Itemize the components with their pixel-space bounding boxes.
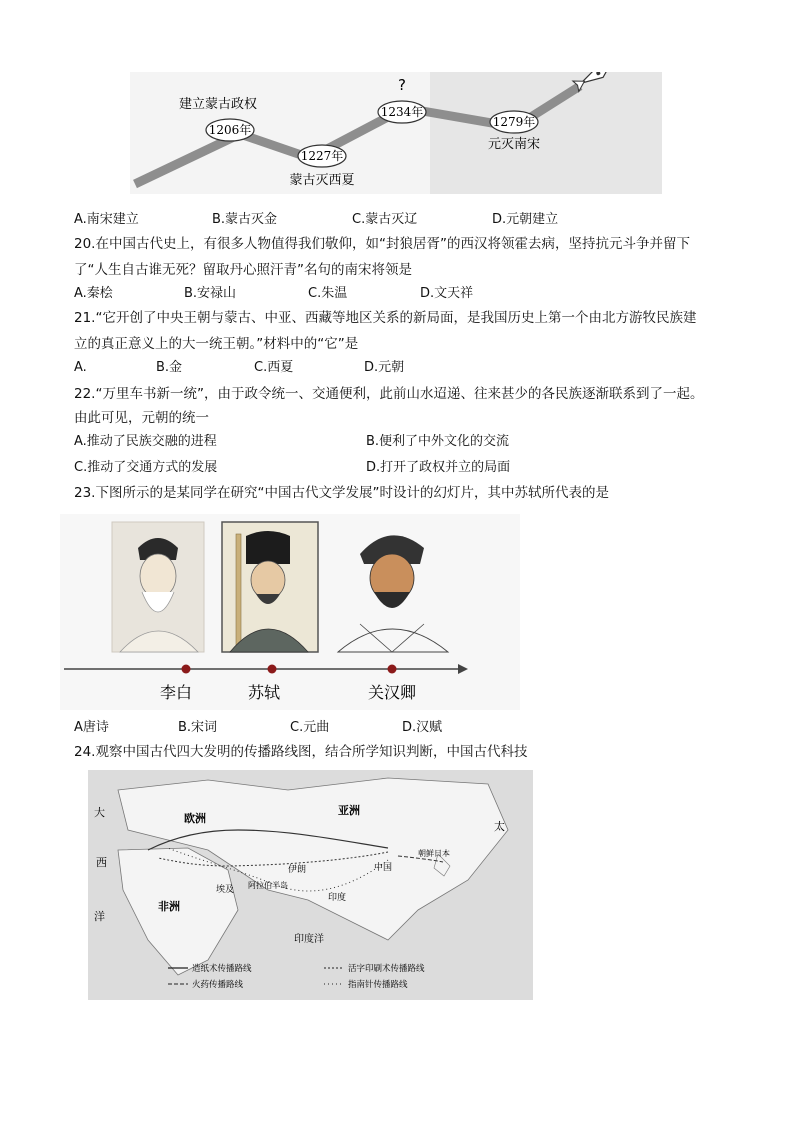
portrait-su-shi	[222, 522, 318, 652]
event-1206	[179, 96, 257, 141]
slide-timeline-arrowhead	[458, 664, 468, 674]
svg-text:蒙古灭西夏: 蒙古灭西夏	[289, 173, 355, 188]
q23-option-b: B.宋词	[178, 720, 218, 735]
portrait-guan-hanqing	[338, 535, 448, 652]
label-tai: 太	[494, 820, 505, 833]
dot-li-bai	[182, 665, 191, 674]
q21-option-c: C.西夏	[254, 360, 294, 375]
q22-stem-line1: 22.“万里车书新一统”，由于政令统一、交通便利，此前山水迢递、往来甚少的各民族逐渐联系到了一起。	[74, 386, 704, 402]
portraits-figure	[60, 514, 520, 710]
label-indian-ocean: 印度洋	[294, 934, 324, 945]
label-arabia: 阿拉伯半岛	[248, 881, 288, 890]
svg-text:1279年: 1279年	[492, 115, 536, 129]
q22-stem-line2: 由此可见，元朝的统一	[74, 410, 209, 426]
svg-text:建立蒙古政权: 建立蒙古政权	[178, 97, 258, 112]
q23-option-a: A唐诗	[74, 720, 109, 735]
label-korea-japan: 朝鲜日本	[418, 849, 450, 858]
q22-option-a: A.推动了民族交融的进程	[74, 434, 217, 449]
label-da: 大	[94, 806, 105, 819]
event-1227	[289, 145, 354, 188]
svg-text:1227年: 1227年	[300, 149, 344, 163]
legend-paper: 造纸术传播路线	[192, 964, 252, 974]
dot-su-shi	[268, 665, 277, 674]
label-india: 印度	[328, 893, 347, 903]
dot-guan-hanqing	[388, 665, 397, 674]
name-guan-hanqing: 关汉卿	[368, 683, 417, 702]
q23-option-d: D.汉赋	[402, 720, 443, 735]
q19-option-a: A.南宋建立	[74, 212, 139, 227]
q21-option-d: D.元朝	[364, 360, 405, 375]
q23-stem-line1: 23.下图所示的是某同学在研究“中国古代文学发展”时设计的幻灯片，其中苏轼所代表的是	[74, 485, 609, 501]
label-asia: 亚洲	[338, 804, 360, 817]
q21-option-a: A.	[74, 360, 87, 375]
legend-printing: 活字印刷术传播路线	[348, 964, 425, 974]
name-li-bai: 李白	[160, 683, 193, 702]
q20-option-a: A.秦桧	[74, 286, 113, 301]
timeline-svg	[130, 72, 662, 194]
label-china: 中国	[374, 863, 393, 873]
svg-text:1234年: 1234年	[380, 105, 424, 119]
label-xi: 西	[96, 856, 107, 869]
timeline-figure	[130, 72, 662, 194]
q22-option-c: C.推动了交通方式的发展	[74, 460, 218, 475]
event-1234	[378, 76, 426, 123]
q22-option-d: D.打开了政权并立的局面	[366, 460, 511, 475]
q24-stem-line1: 24.观察中国古代四大发明的传播路线图，结合所学知识判断，中国古代科技	[74, 744, 528, 760]
legend-gunpowder: 火药传播路线	[192, 980, 244, 990]
q20-option-d: D.文天祥	[420, 286, 474, 301]
q20-option-b: B.安禄山	[184, 286, 237, 301]
svg-text:?: ?	[398, 76, 406, 94]
q22-option-b: B.便利了中外文化的交流	[366, 434, 510, 449]
q20-option-c: C.朱温	[308, 286, 348, 301]
q19-option-d: D.元朝建立	[492, 212, 559, 227]
label-egypt: 埃及	[216, 885, 235, 895]
label-europe: 欧洲	[184, 812, 206, 825]
q23-option-c: C.元曲	[290, 720, 330, 735]
label-yang: 洋	[94, 910, 105, 923]
portrait-li-bai	[112, 522, 204, 652]
label-africa: 非洲	[158, 900, 180, 913]
svg-text:元灭南宋: 元灭南宋	[487, 137, 541, 152]
inventions-map	[88, 770, 533, 1000]
q21-option-b: B.金	[156, 360, 183, 375]
q19-option-b: B.蒙古灭金	[212, 212, 278, 227]
name-su-shi: 苏轼	[248, 683, 281, 702]
q21-stem-line2: 立的真正意义上的大一统王朝。”材料中的“它”是	[74, 336, 359, 352]
label-iran: 伊朗	[288, 865, 307, 875]
q19-option-c: C.蒙古灭辽	[352, 212, 418, 227]
q20-stem-line2: 了“人生自古谁无死？留取丹心照汗青”名句的南宋将领是	[74, 262, 412, 278]
q21-stem-line1: 21.“它开创了中央王朝与蒙古、中亚、西藏等地区关系的新局面，是我国历史上第一个由北方游牧民族建	[74, 310, 697, 326]
legend-compass: 指南针传播路线	[348, 980, 408, 990]
svg-text:1206年: 1206年	[208, 123, 252, 137]
q20-stem-line1: 20.在中国古代史上，有很多人物值得我们敬仰，如“封狼居胥”的西汉将领霍去病，坚持抗元斗争并留下	[74, 236, 690, 252]
